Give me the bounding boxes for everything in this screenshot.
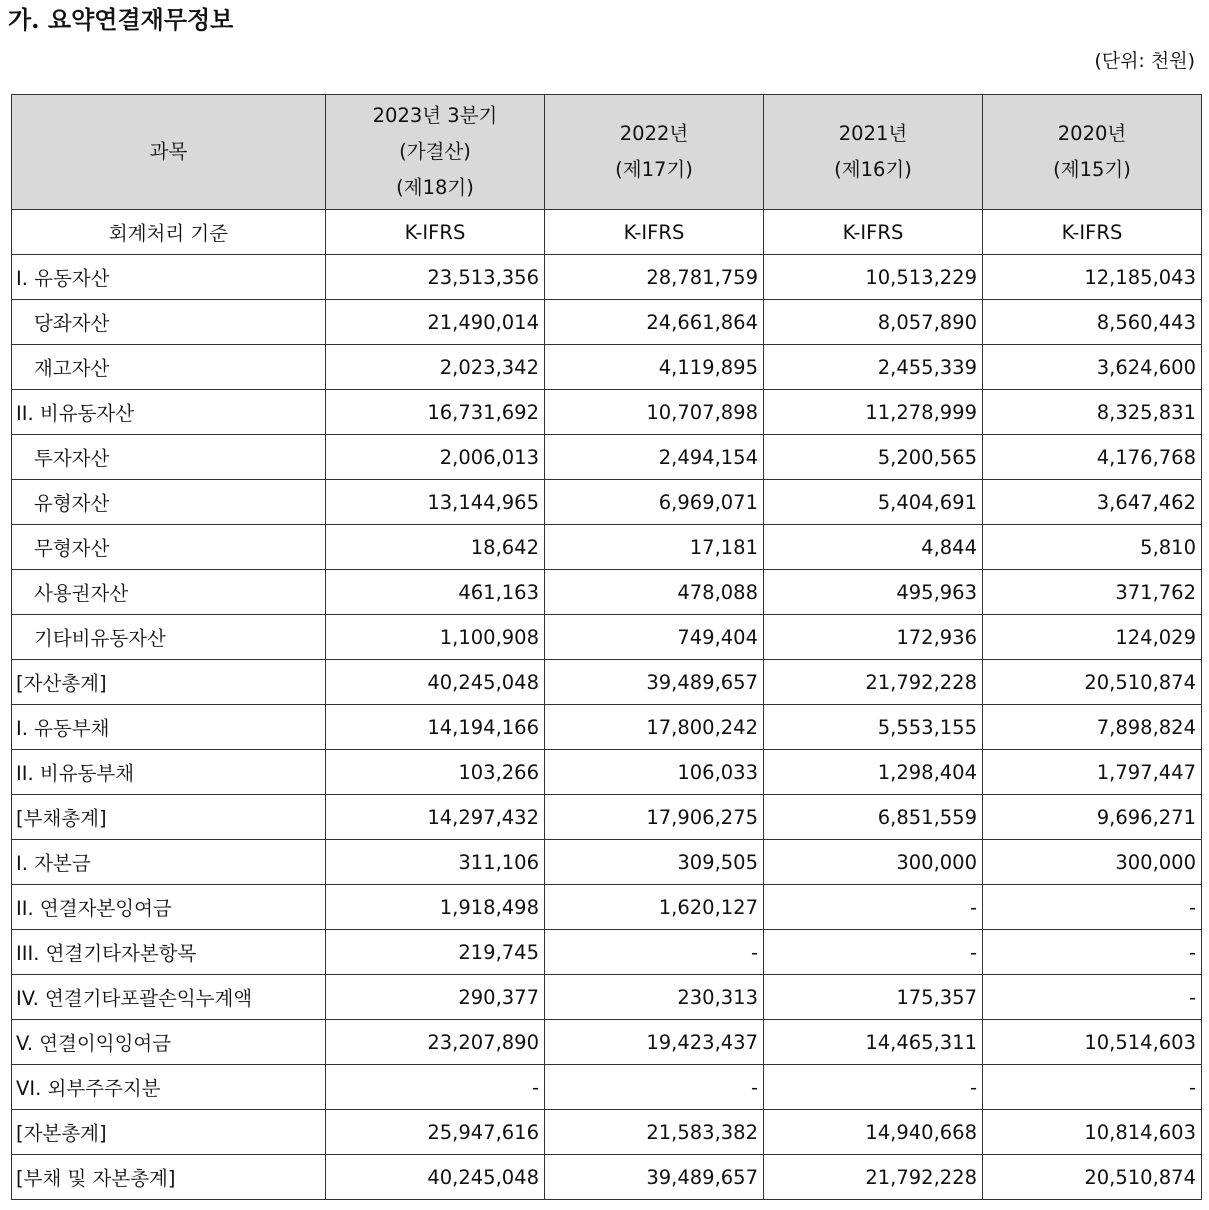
table-row — [12, 930, 1202, 975]
row-value-cell: 1,918,498 — [326, 885, 545, 930]
summary-financial-table — [11, 94, 1202, 1200]
header-col-line1: 2022년 — [619, 122, 689, 145]
table-row — [12, 840, 1202, 885]
row-value-cell: 16,731,692 — [326, 390, 545, 435]
row-value-cell: 2,494,154 — [545, 435, 764, 480]
header-row — [12, 95, 1202, 210]
table-body — [12, 210, 1202, 1200]
row-value-cell: 230,313 — [545, 975, 764, 1020]
row-value-cell: - — [545, 1065, 764, 1110]
row-value-cell: 39,489,657 — [545, 1155, 764, 1200]
row-value-cell: 219,745 — [326, 930, 545, 975]
row-value-cell: 6,851,559 — [764, 795, 983, 840]
row-value-cell: 13,144,965 — [326, 480, 545, 525]
table-row — [12, 435, 1202, 480]
table-row — [12, 885, 1202, 930]
row-value-cell: 3,624,600 — [983, 345, 1202, 390]
row-value-cell: 40,245,048 — [326, 1155, 545, 1200]
row-account-label: II. 연결자본잉여금 — [12, 885, 326, 930]
table-row — [12, 1020, 1202, 1065]
row-value-cell: 4,119,895 — [545, 345, 764, 390]
header-col-line2: (제16기) — [834, 158, 912, 181]
row-value-cell: 3,647,462 — [983, 480, 1202, 525]
row-value-cell: 40,245,048 — [326, 660, 545, 705]
accounting-basis-value: K-IFRS — [326, 210, 545, 255]
header-col-2020 — [983, 95, 1202, 210]
row-value-cell: 28,781,759 — [545, 255, 764, 300]
table-row — [12, 255, 1202, 300]
accounting-basis-row — [12, 210, 1202, 255]
header-col-line1: 2020년 — [1057, 122, 1127, 145]
table-row — [12, 1155, 1202, 1200]
row-value-cell: 749,404 — [545, 615, 764, 660]
row-value-cell: 21,792,228 — [764, 1155, 983, 1200]
header-col-2023q3 — [326, 95, 545, 210]
row-value-cell: 17,181 — [545, 525, 764, 570]
row-value-cell: 1,797,447 — [983, 750, 1202, 795]
row-value-cell: - — [983, 885, 1202, 930]
row-account-label: 사용권자산 — [12, 570, 326, 615]
row-value-cell: 2,455,339 — [764, 345, 983, 390]
row-account-label: 유형자산 — [12, 480, 326, 525]
row-value-cell: 106,033 — [545, 750, 764, 795]
header-col-line3: (제18기) — [396, 176, 474, 199]
row-value-cell: 311,106 — [326, 840, 545, 885]
row-value-cell: - — [983, 975, 1202, 1020]
row-value-cell: 172,936 — [764, 615, 983, 660]
header-col-line2: (제15기) — [1053, 158, 1131, 181]
row-account-label: II. 비유동자산 — [12, 390, 326, 435]
row-value-cell: 7,898,824 — [983, 705, 1202, 750]
row-account-label: [부채총계] — [12, 795, 326, 840]
header-col-line1: 2023년 3분기 — [372, 104, 498, 127]
row-account-label: [부채 및 자본총계] — [12, 1155, 326, 1200]
row-value-cell: 14,940,668 — [764, 1110, 983, 1155]
row-value-cell: 21,583,382 — [545, 1110, 764, 1155]
row-value-cell: 4,844 — [764, 525, 983, 570]
section-title: 가. 요약연결재무정보 — [8, 5, 234, 34]
header-col-2021 — [764, 95, 983, 210]
row-value-cell: 8,560,443 — [983, 300, 1202, 345]
row-account-label: II. 비유동부채 — [12, 750, 326, 795]
row-value-cell: 371,762 — [983, 570, 1202, 615]
row-value-cell: - — [545, 930, 764, 975]
row-value-cell: 1,100,908 — [326, 615, 545, 660]
row-value-cell: 5,404,691 — [764, 480, 983, 525]
row-value-cell: 17,906,275 — [545, 795, 764, 840]
row-value-cell: 14,465,311 — [764, 1020, 983, 1065]
table-row — [12, 615, 1202, 660]
row-value-cell: 23,513,356 — [326, 255, 545, 300]
row-account-label: 무형자산 — [12, 525, 326, 570]
row-value-cell: 23,207,890 — [326, 1020, 545, 1065]
row-value-cell: 19,423,437 — [545, 1020, 764, 1065]
row-account-label: V. 연결이익잉여금 — [12, 1020, 326, 1065]
row-value-cell: 39,489,657 — [545, 660, 764, 705]
row-account-label: 당좌자산 — [12, 300, 326, 345]
row-value-cell: 5,553,155 — [764, 705, 983, 750]
row-value-cell: 12,185,043 — [983, 255, 1202, 300]
row-value-cell: 1,298,404 — [764, 750, 983, 795]
row-value-cell: 5,200,565 — [764, 435, 983, 480]
row-value-cell: 17,800,242 — [545, 705, 764, 750]
row-value-cell: 4,176,768 — [983, 435, 1202, 480]
table-row — [12, 975, 1202, 1020]
row-value-cell: 103,266 — [326, 750, 545, 795]
table-row — [12, 1110, 1202, 1155]
row-account-label: I. 자본금 — [12, 840, 326, 885]
row-value-cell: 10,707,898 — [545, 390, 764, 435]
row-account-label: 투자자산 — [12, 435, 326, 480]
unit-note: (단위: 천원) — [1094, 50, 1195, 72]
row-value-cell: 124,029 — [983, 615, 1202, 660]
table-row — [12, 705, 1202, 750]
row-value-cell: 2,023,342 — [326, 345, 545, 390]
row-value-cell: 6,969,071 — [545, 480, 764, 525]
table-row — [12, 570, 1202, 615]
row-value-cell: 21,792,228 — [764, 660, 983, 705]
row-value-cell: 18,642 — [326, 525, 545, 570]
row-value-cell: 1,620,127 — [545, 885, 764, 930]
row-value-cell: 300,000 — [764, 840, 983, 885]
row-value-cell: - — [983, 930, 1202, 975]
row-account-label: I. 유동부채 — [12, 705, 326, 750]
row-value-cell: 21,490,014 — [326, 300, 545, 345]
row-account-label: IV. 연결기타포괄손익누계액 — [12, 975, 326, 1020]
table-row — [12, 345, 1202, 390]
table-row — [12, 390, 1202, 435]
row-account-label: 재고자산 — [12, 345, 326, 390]
row-value-cell: 2,006,013 — [326, 435, 545, 480]
row-value-cell: 14,194,166 — [326, 705, 545, 750]
row-value-cell: - — [326, 1065, 545, 1110]
row-value-cell: 20,510,874 — [983, 1155, 1202, 1200]
row-value-cell: 9,696,271 — [983, 795, 1202, 840]
row-value-cell: 8,057,890 — [764, 300, 983, 345]
row-account-label: [자산총계] — [12, 660, 326, 705]
row-value-cell: 300,000 — [983, 840, 1202, 885]
row-account-label: I. 유동자산 — [12, 255, 326, 300]
accounting-basis-value: K-IFRS — [764, 210, 983, 255]
accounting-basis-value: K-IFRS — [545, 210, 764, 255]
row-value-cell: 14,297,432 — [326, 795, 545, 840]
table-row — [12, 525, 1202, 570]
row-value-cell: - — [764, 885, 983, 930]
row-account-label: 기타비유동자산 — [12, 615, 326, 660]
row-value-cell: - — [764, 930, 983, 975]
row-value-cell: 495,963 — [764, 570, 983, 615]
table-row — [12, 660, 1202, 705]
table-row — [12, 480, 1202, 525]
header-col-line1: 2021년 — [838, 122, 908, 145]
row-account-label: VI. 외부주주지분 — [12, 1065, 326, 1110]
row-value-cell: 25,947,616 — [326, 1110, 545, 1155]
row-value-cell: 461,163 — [326, 570, 545, 615]
table-row — [12, 795, 1202, 840]
row-value-cell: 10,814,603 — [983, 1110, 1202, 1155]
row-value-cell: 10,514,603 — [983, 1020, 1202, 1065]
row-account-label: III. 연결기타자본항목 — [12, 930, 326, 975]
table-row — [12, 300, 1202, 345]
accounting-basis-value: K-IFRS — [983, 210, 1202, 255]
header-col-line2: (제17기) — [615, 158, 693, 181]
header-account-label: 과목 — [149, 140, 188, 163]
table-row — [12, 1065, 1202, 1110]
row-value-cell: - — [764, 1065, 983, 1110]
row-value-cell: 5,810 — [983, 525, 1202, 570]
header-account — [12, 95, 326, 210]
row-value-cell: 8,325,831 — [983, 390, 1202, 435]
row-value-cell: 20,510,874 — [983, 660, 1202, 705]
accounting-basis-label: 회계처리 기준 — [12, 210, 326, 255]
table-row — [12, 750, 1202, 795]
row-value-cell: 290,377 — [326, 975, 545, 1020]
header-col-line2: (가결산) — [399, 140, 471, 163]
row-value-cell: 10,513,229 — [764, 255, 983, 300]
row-account-label: [자본총계] — [12, 1110, 326, 1155]
row-value-cell: 309,505 — [545, 840, 764, 885]
row-value-cell: 478,088 — [545, 570, 764, 615]
row-value-cell: 24,661,864 — [545, 300, 764, 345]
table-header — [12, 95, 1202, 210]
row-value-cell: 11,278,999 — [764, 390, 983, 435]
row-value-cell: 175,357 — [764, 975, 983, 1020]
row-value-cell: - — [983, 1065, 1202, 1110]
header-col-2022 — [545, 95, 764, 210]
